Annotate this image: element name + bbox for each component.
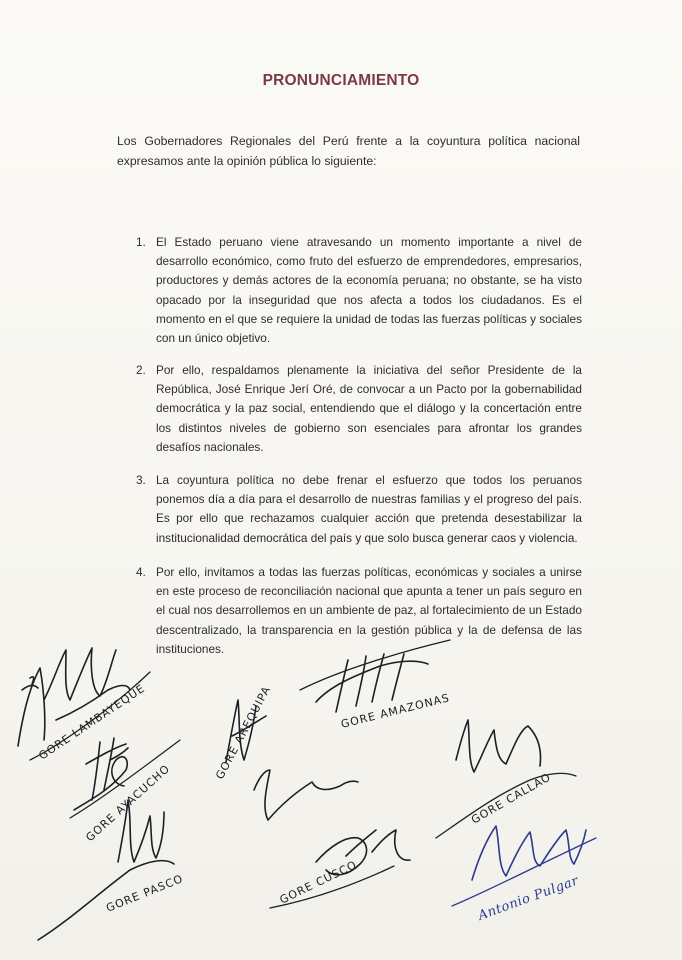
list-item-text: La coyuntura política no debe frenar el esfuerzo que todos los peruanos ponemos día a día para el desarrollo de nuestras familias y el progreso del país. Es por ello que rechazamos cualquier acción que pretenda desestabilizar la institucionalidad democrática del país y que solo busca generar caos y violencia. [156,473,582,545]
intro-paragraph: Los Gobernadores Regionales del Perú frente a la coyuntura política nacional expresamos ante la opinión pública lo siguiente: [117,134,580,168]
list-item-text: Por ello, invitamos a todas las fuerzas políticas, económicas y sociales a unirse en este proceso de reconciliación nacional que apunta a tener un país seguro en el cual nos desarrollemos en un ambiente de paz, al fortalecimiento de un Estado descentralizado, la transparencia en la gestión pública y la de defensa de las instituciones. [156,565,582,656]
signature-label: GORE CUSCO [277,858,360,907]
list-item-number: 3. [136,473,146,487]
signature-antonio-pulgar [452,826,596,924]
document-title: PRONUNCIAMIENTO [262,72,420,89]
signature-label: GORE AMAZONAS [339,691,452,731]
signature-cusco [270,830,410,908]
signature-arequipa [213,684,358,820]
signature-label: GORE CALLAO [469,770,554,827]
list-item-number: 2. [136,363,146,377]
list-item-number: 4. [136,565,146,579]
list-item-text: Por ello, respaldamos plenamente la iniciativa del señor Presidente de la República, José Enrique Jerí Oré, de convocar a un Pacto por la gobernabilidad democrática y la paz social, entendiendo que el diálogo y la concertación entre los distintos niveles de gobierno son esenciales para afrontar los grandes desafíos nacionales. [156,363,582,454]
list-item-number: 1. [136,235,146,249]
signature-label: GORE AYACUCHO [83,761,173,845]
signature-lambayeque [18,648,150,762]
signature-label: GORE PASCO [104,871,186,915]
signature-label: GORE LAMBAYEQUE [36,681,148,763]
signature-label: Antonio Pulgar [476,873,581,924]
list-item-text: El Estado peruano viene atravesando un momento importante a nivel de desarrollo económico, como fruto del esfuerzo de emprendedores, empresarios, productores y demás actores de la economía peruana; no obstante, se ha visto opacado por la inseguridad que nos afecta a todos los ciudadanos. Es el momento en el que se requiere la unidad de todas las fuerzas políticas y sociales con un único objetivo. [156,235,582,346]
signature-callao [436,720,576,838]
signature-amazonas [300,640,451,731]
signature-label: GORE AREQUIPA [213,683,274,782]
